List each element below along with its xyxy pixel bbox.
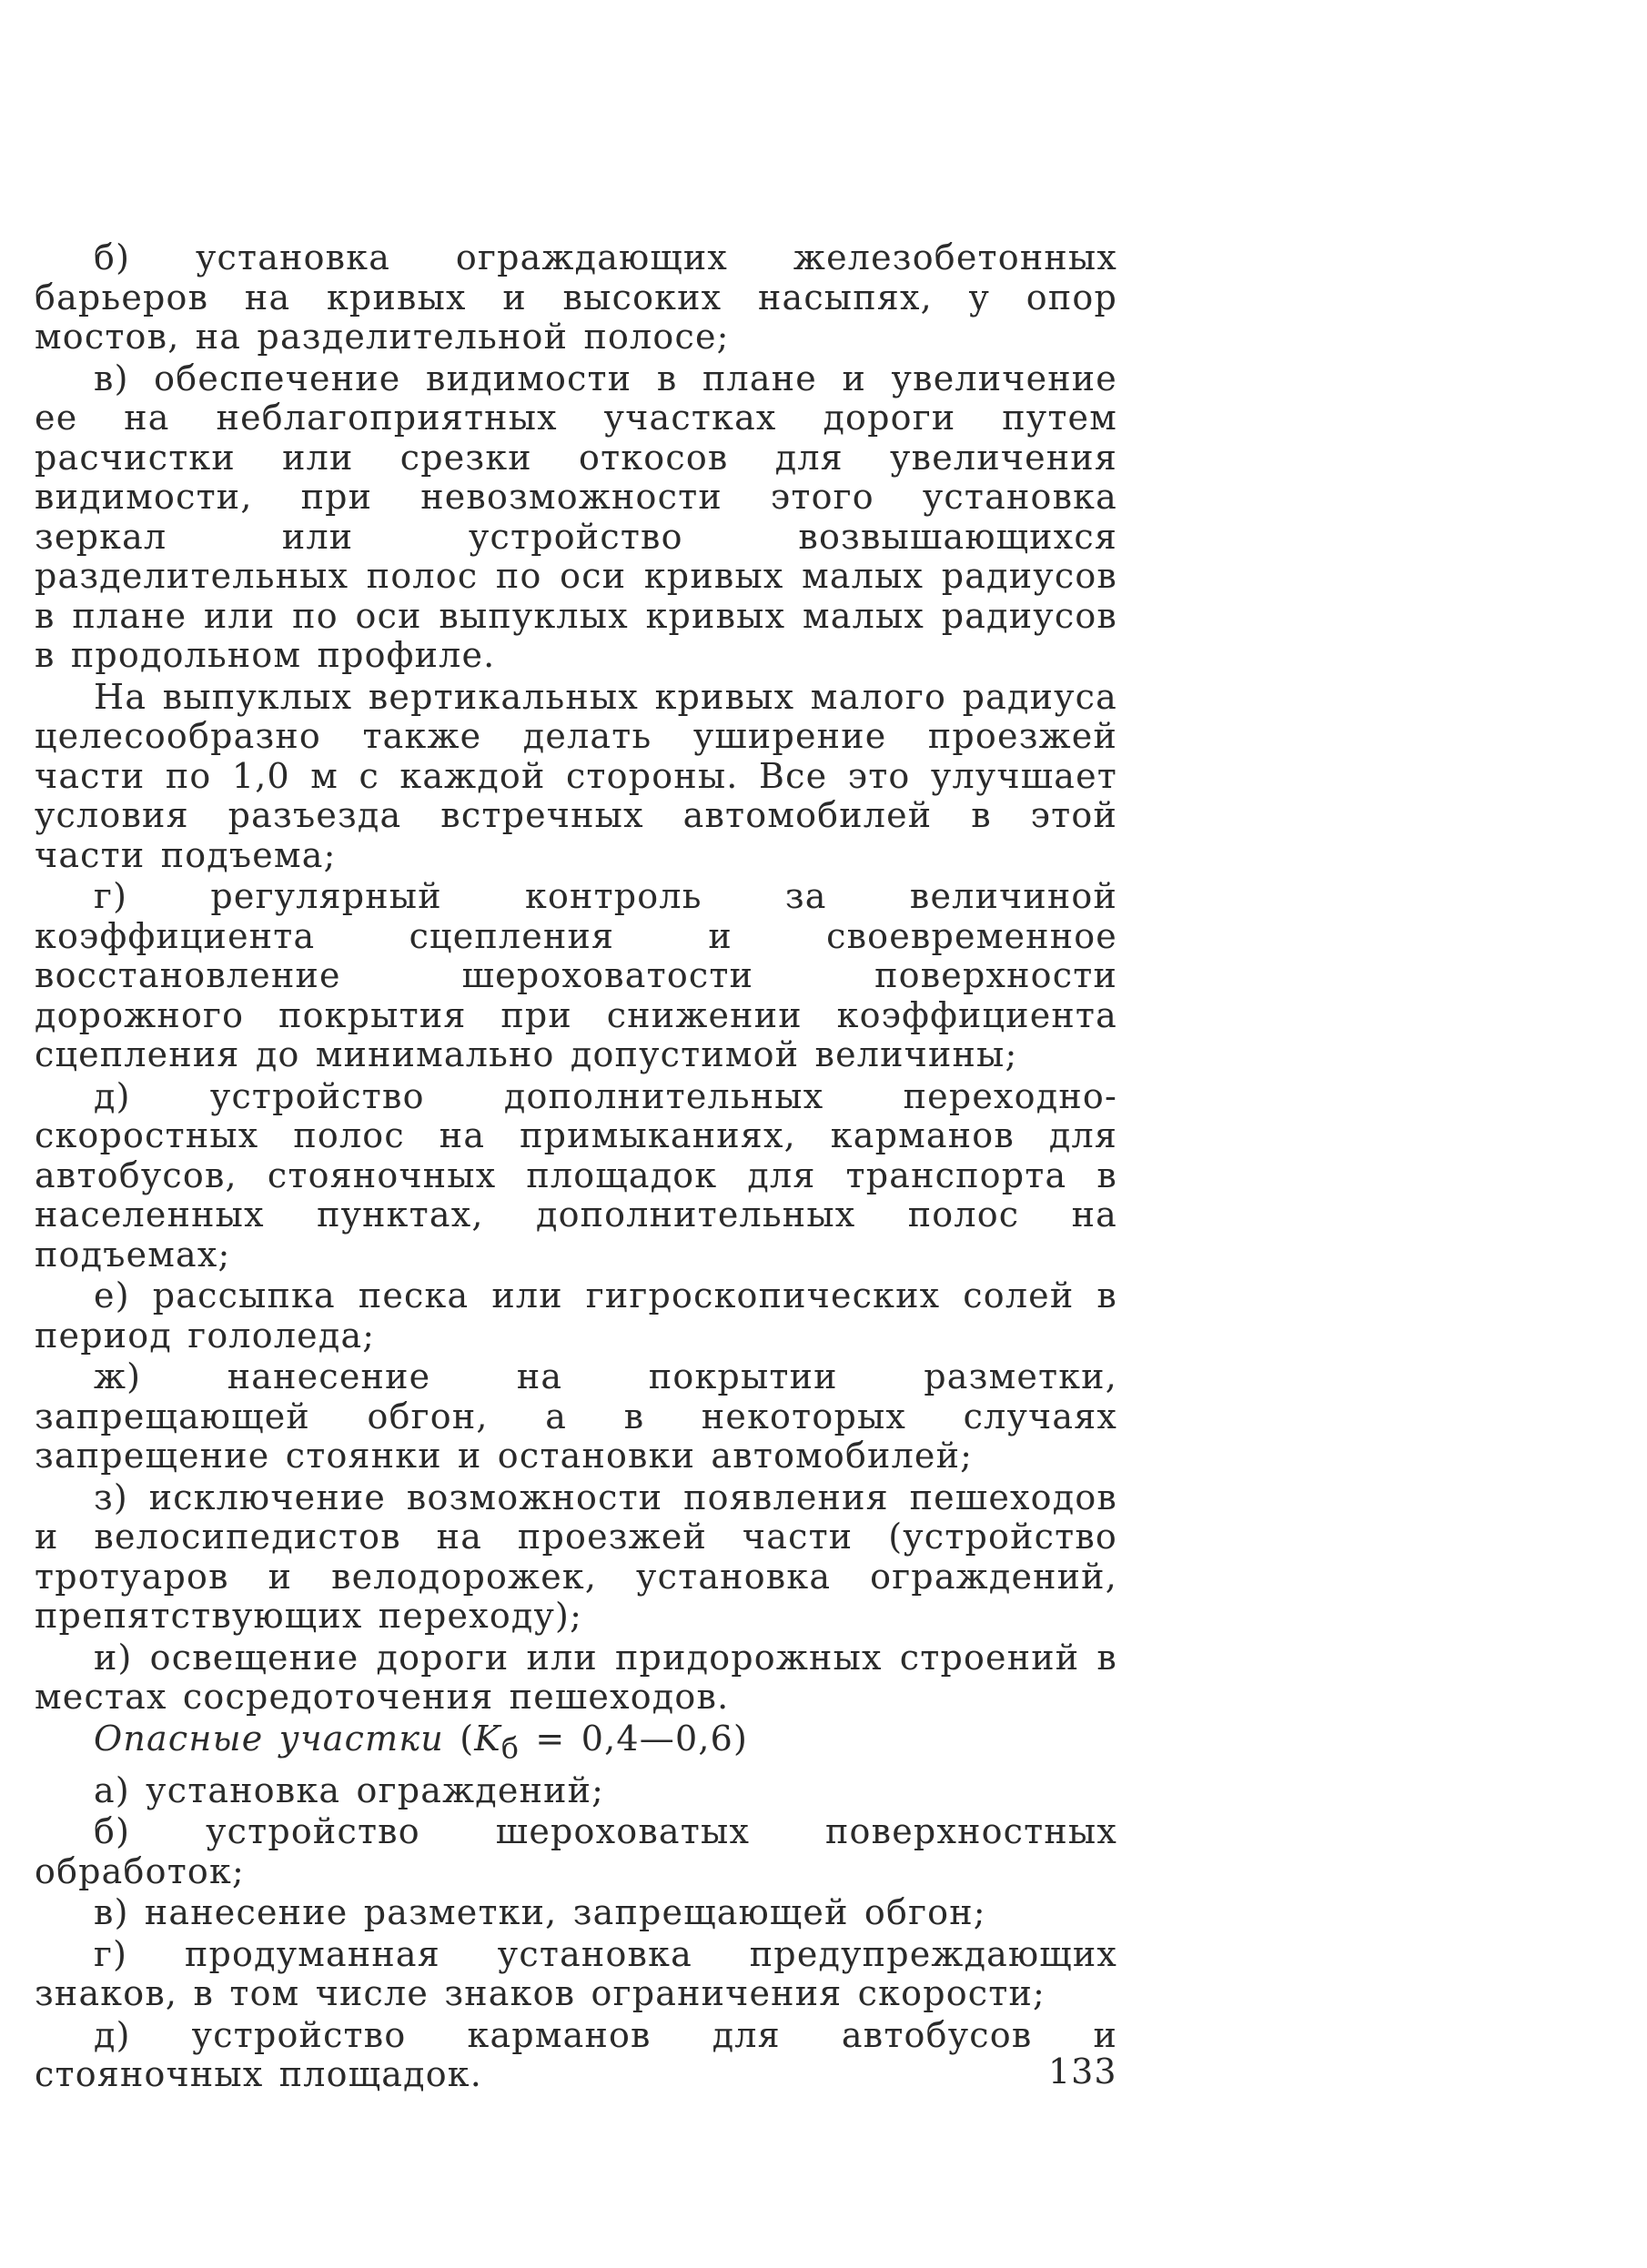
list-item-d: д) устройство дополнительных переходно-скоростных полос на примыканиях, карманов для автобусов, стояночных площадок для транспорта в населенных пунктах, дополнительных полос на подъемах; [35, 1075, 1117, 1275]
list-item-d2: д) устройство карманов для автобусов и стояночных площадок. [35, 2014, 1117, 2095]
list-item-g2: г) продуманная установка предупреждающих знаков, в том числе знаков ограничения скорости; [35, 1933, 1117, 2014]
list-item-z: з) исключение возможности появления пешеходов и велосипедистов на проезжей части (устройство тротуаров и велодорожек, установка ограждений, препятствующих переходу); [35, 1477, 1117, 1636]
list-item-b2: б) устройство шероховатых поверхностных обработок; [35, 1811, 1117, 1891]
section-heading-formula [460, 1718, 748, 1766]
note-paragraph: На выпуклых вертикальных кривых малого радиуса целесообразно также делать уширение проезжей части по 1,0 м с каждой стороны. Все это улучшает условия разъезда встречных автомобилей в этой части подъема; [35, 676, 1117, 875]
section-heading-label: Опасные участки [94, 1718, 444, 1759]
list-item-b: б) установка ограждающих железобетонных барьеров на кривых и высоких насыпях, у опор мостов, на разделительной полосе; [35, 237, 1117, 357]
list-item-g: г) регулярный контроль за величиной коэффициента сцепления и своевременное восстановление шероховатости поверхности дорожного покрытия при снижении коэффициента сцепления до минимально допустимой величины; [35, 876, 1117, 1074]
list-item-i: и) освещение дороги или придорожных строений в местах сосредоточения пешеходов. [35, 1637, 1117, 1717]
formula-rest: = 0,4—0,6) [520, 1718, 748, 1759]
page-body [35, 238, 1117, 2097]
list-item-e: е) рассыпка песка или гигроскопических солей в период гололеда; [35, 1275, 1117, 1356]
formula-sub: б [500, 1732, 520, 1766]
list-item-zh: ж) нанесение на покрытии разметки, запрещающей обгон, а в некоторых случаях запрещение стоянки и остановки автомобилей; [35, 1356, 1117, 1476]
section-heading [35, 1719, 1117, 1769]
list-item-a2: а) установка ограждений; [94, 1769, 605, 1810]
list-item-v: в) обеспечение видимости в плане и увеличение ее на неблагоприятных участках дороги путем расчистки или срезки откосов для увеличения видимости, при невозможности этого установка зеркал или устройство возвышающихся разделительных полос по оси кривых малых радиусов в плане или по оси выпуклых кривых малых радиусов в продольном профиле. [35, 358, 1117, 675]
formula-var: K [474, 1718, 501, 1759]
list-item-v2: в) нанесение разметки, запрещающей обгон; [94, 1892, 986, 1933]
formula-open: ( [460, 1718, 475, 1759]
page-number: 133 [1048, 2051, 1117, 2092]
